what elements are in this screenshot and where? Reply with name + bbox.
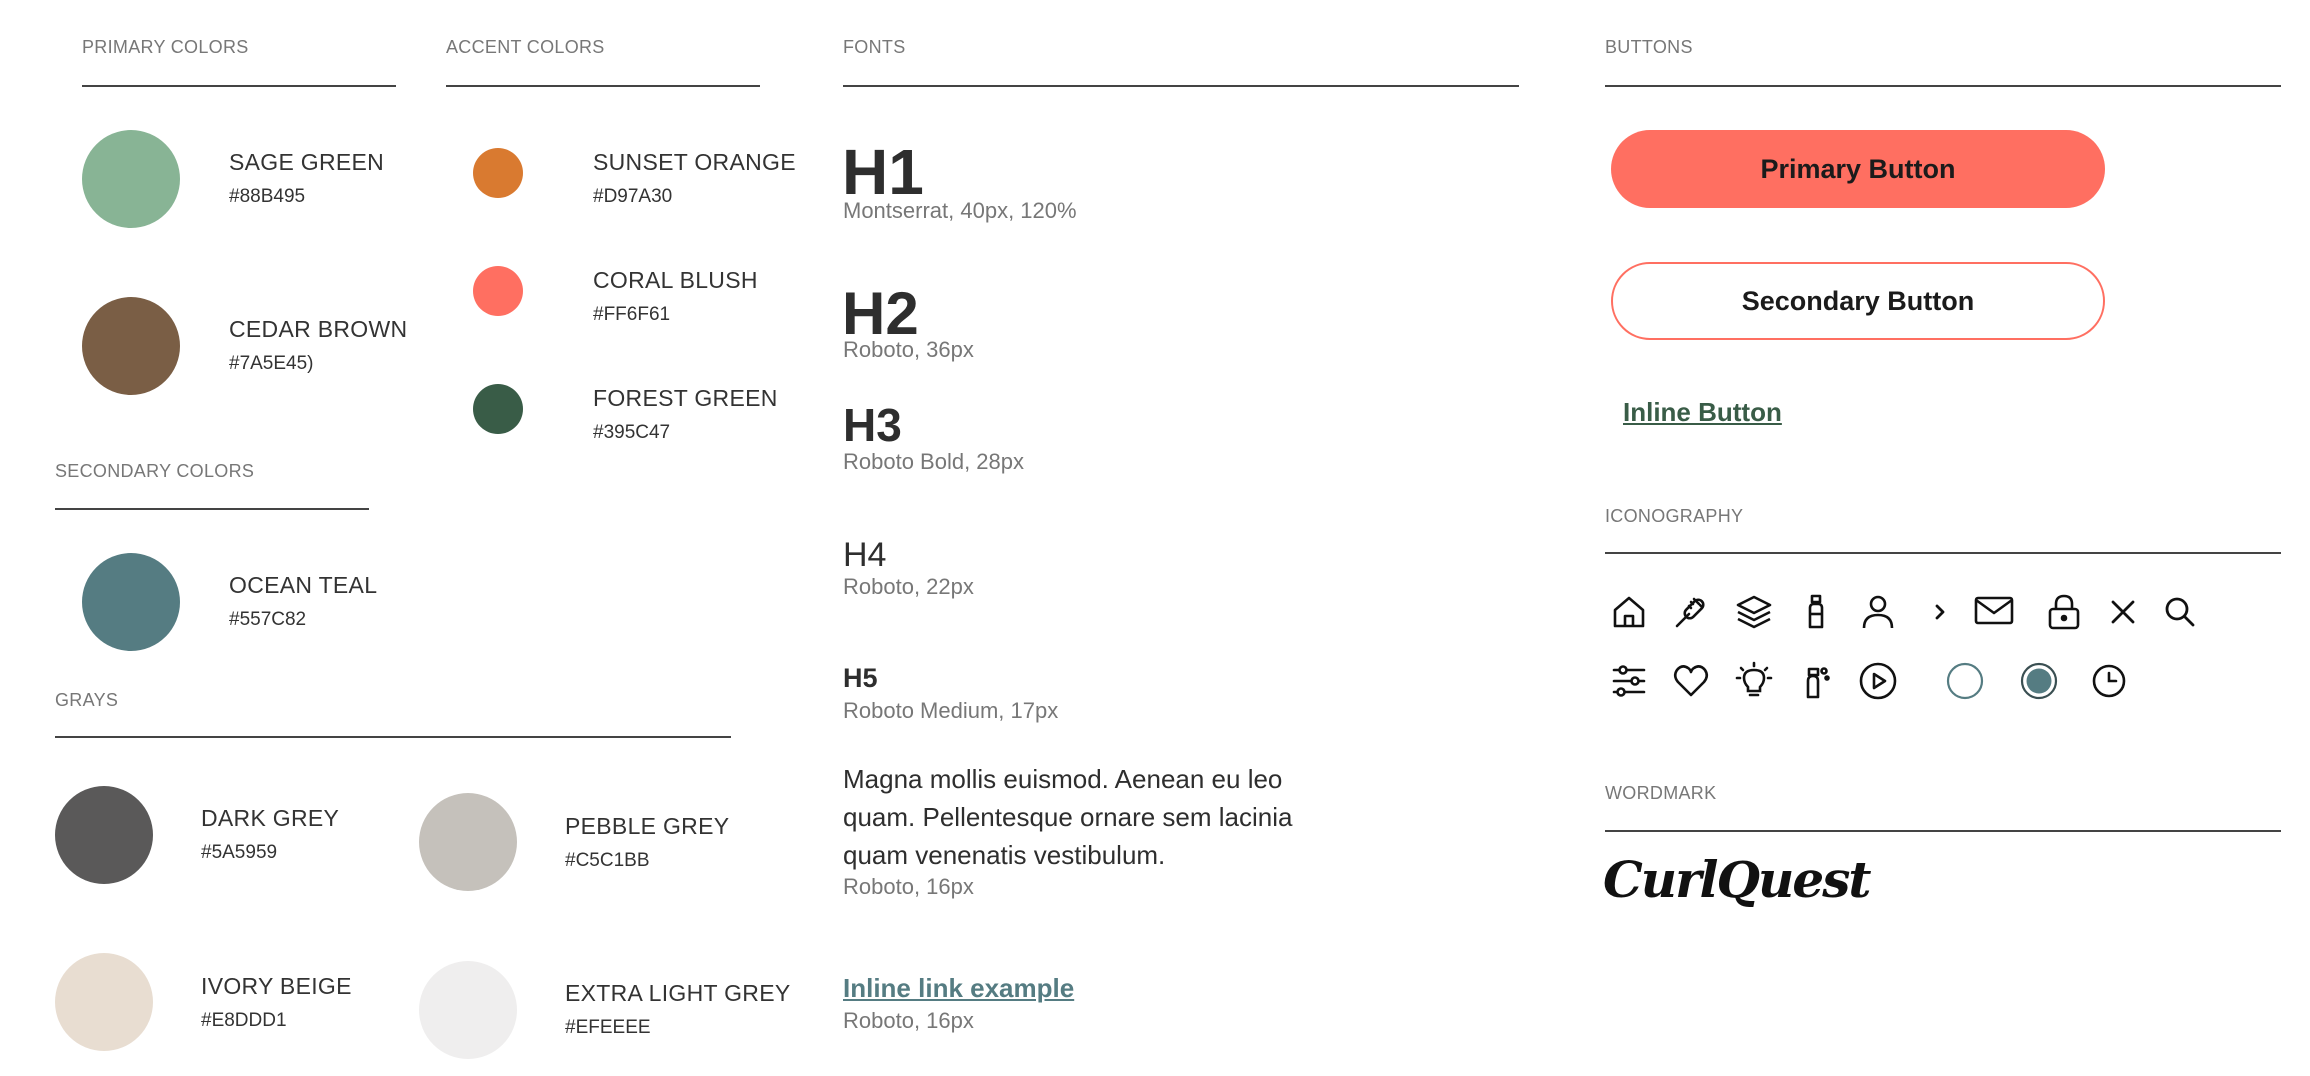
color-hex-forest-green: #395C47 — [593, 422, 671, 443]
color-hex-dark-grey: #5A5959 — [201, 842, 278, 863]
radio-empty-icon[interactable] — [1945, 661, 1985, 701]
accent-colors-divider — [446, 85, 760, 87]
spray-bottle-icon — [1796, 592, 1836, 632]
swatch-sunset-orange — [473, 148, 523, 198]
mail-icon — [1972, 590, 2016, 630]
color-name-ocean-teal: OCEAN TEAL — [229, 572, 378, 598]
close-icon — [2103, 592, 2143, 632]
grays-title: GRAYS — [55, 690, 119, 710]
inline-link-example[interactable]: Inline link example — [843, 973, 1075, 1003]
color-name-sage-green: SAGE GREEN — [229, 149, 385, 175]
body-text-line: Magna mollis euismod. Aenean eu leo — [843, 764, 1283, 794]
swatch-extra-light-grey — [419, 961, 517, 1059]
user-icon — [1858, 592, 1898, 632]
clock-icon — [2089, 661, 2129, 701]
color-hex-ocean-teal: #557C82 — [229, 609, 307, 630]
primary-colors-title: PRIMARY COLORS — [82, 37, 249, 57]
link-spec: Roboto, 16px — [843, 1008, 974, 1033]
swatch-ivory-beige — [55, 953, 153, 1051]
color-hex-sunset-orange: #D97A30 — [593, 186, 673, 207]
swatch-forest-green — [473, 384, 523, 434]
h4-spec: Roboto, 22px — [843, 574, 974, 599]
color-name-ivory-beige: IVORY BEIGE — [201, 973, 352, 999]
swatch-cedar-brown — [82, 297, 180, 395]
hair-brush-icon — [1671, 592, 1711, 632]
wordmark-logo: CurlQuest — [1603, 850, 1870, 909]
h1-sample: H1 — [842, 136, 924, 208]
wordmark-title: WORDMARK — [1605, 783, 1717, 803]
color-hex-coral-blush: #FF6F61 — [593, 304, 671, 325]
secondary-button[interactable]: Secondary Button — [1611, 262, 2105, 340]
inline-button[interactable]: Inline Button — [1623, 397, 1782, 427]
color-hex-pebble-grey: #C5C1BB — [565, 850, 650, 871]
h1-spec: Montserrat, 40px, 120% — [843, 198, 1077, 223]
layers-icon — [1734, 592, 1774, 632]
swatch-pebble-grey — [419, 793, 517, 891]
color-name-extra-light-grey: EXTRA LIGHT GREY — [565, 980, 791, 1006]
secondary-colors-title: SECONDARY COLORS — [55, 461, 255, 481]
iconography-title: ICONOGRAPHY — [1605, 506, 1744, 526]
home-icon — [1609, 592, 1649, 632]
swatch-coral-blush — [473, 266, 523, 316]
iconography-divider — [1605, 552, 2281, 554]
h5-spec: Roboto Medium, 17px — [843, 698, 1059, 723]
color-hex-cedar-brown: #7A5E45) — [229, 353, 314, 374]
grays-divider — [55, 736, 731, 738]
body-text-line: quam venenatis vestibulum. — [843, 840, 1166, 870]
h5-sample: H5 — [843, 663, 878, 693]
color-name-cedar-brown: CEDAR BROWN — [229, 316, 408, 342]
h2-sample: H2 — [842, 280, 919, 347]
color-name-forest-green: FOREST GREEN — [593, 385, 778, 411]
body-spec: Roboto, 16px — [843, 874, 974, 899]
play-circle-icon — [1858, 661, 1898, 701]
lightbulb-icon — [1734, 661, 1774, 701]
swatch-sage-green — [82, 130, 180, 228]
fonts-title: FONTS — [843, 37, 906, 57]
swatch-ocean-teal — [82, 553, 180, 651]
swatch-dark-grey — [55, 786, 153, 884]
sliders-icon — [1609, 661, 1649, 701]
color-hex-ivory-beige: #E8DDD1 — [201, 1010, 287, 1031]
accent-colors-title: ACCENT COLORS — [446, 37, 605, 57]
lock-icon — [2044, 592, 2084, 632]
spray-pump-icon — [1796, 661, 1836, 701]
color-name-pebble-grey: PEBBLE GREY — [565, 813, 730, 839]
color-name-coral-blush: CORAL BLUSH — [593, 267, 758, 293]
primary-colors-divider — [82, 85, 396, 87]
color-hex-sage-green: #88B495 — [229, 186, 306, 207]
body-text-sample — [843, 760, 1292, 874]
h3-sample: H3 — [843, 399, 902, 451]
fonts-divider — [843, 85, 1519, 87]
h3-spec: Roboto Bold, 28px — [843, 449, 1025, 474]
color-name-dark-grey: DARK GREY — [201, 805, 340, 831]
radio-filled-icon[interactable] — [2019, 661, 2059, 701]
primary-button[interactable]: Primary Button — [1611, 130, 2105, 208]
heart-icon — [1671, 661, 1711, 701]
buttons-divider — [1605, 85, 2281, 87]
body-text-line: quam. Pellentesque ornare sem lacinia — [843, 802, 1293, 832]
color-name-sunset-orange: SUNSET ORANGE — [593, 149, 796, 175]
search-icon — [2160, 592, 2200, 632]
buttons-title: BUTTONS — [1605, 37, 1693, 57]
chevron-right-icon — [1920, 592, 1960, 632]
wordmark-divider — [1605, 830, 2281, 832]
h4-sample: H4 — [843, 536, 887, 574]
secondary-colors-divider — [55, 508, 369, 510]
h2-spec: Roboto, 36px — [843, 337, 974, 362]
color-hex-extra-light-grey: #EFEEEE — [565, 1017, 651, 1038]
